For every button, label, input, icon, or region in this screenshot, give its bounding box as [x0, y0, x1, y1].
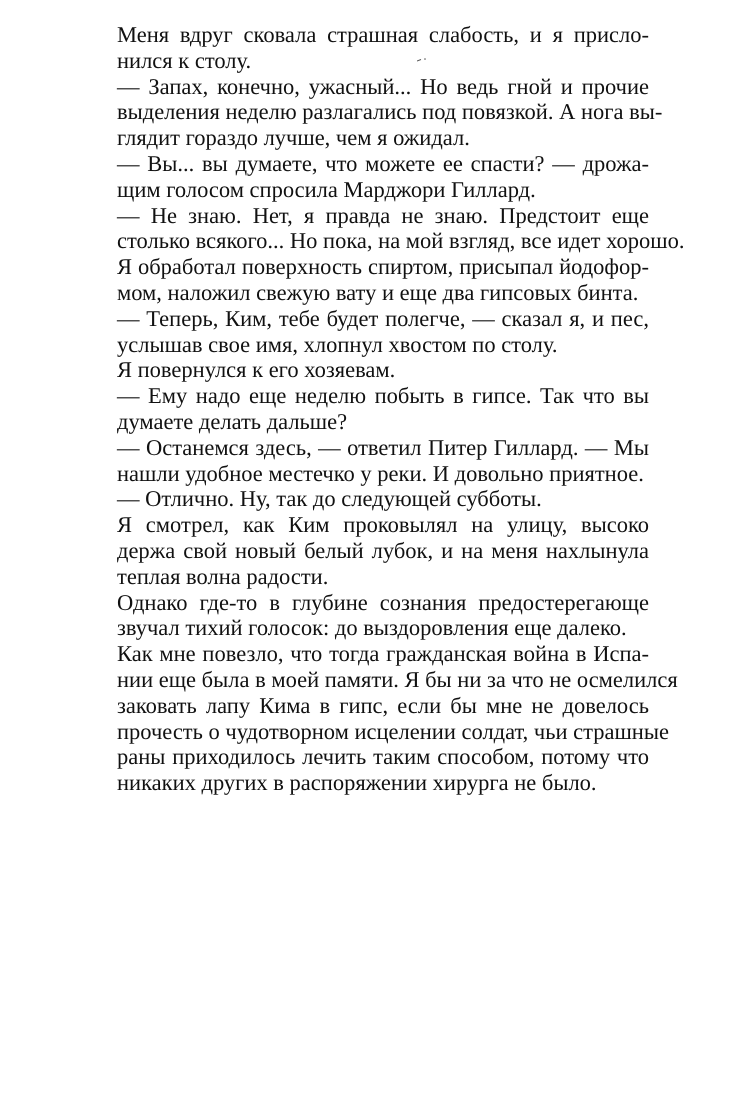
text-line: никаких других в распоряжении хирурга не было.	[117, 770, 597, 796]
text-line: выделения неделю разлагались под повязкой. А нога вы-	[117, 99, 663, 125]
text-line: столько всякого... Но пока, на мой взгляд, все идет хорошо.	[117, 228, 685, 254]
text-line: Я обработал поверхность спиртом, присыпал йодофор-	[117, 254, 649, 280]
paragraph	[89, 22, 649, 74]
scan-speck-mark	[417, 58, 427, 62]
text-line: Я повернулся к его хозяевам.	[117, 357, 396, 383]
text-line: — Останемся здесь, — ответил Питер Гиллард. — Мы	[117, 434, 649, 460]
paragraph	[89, 435, 649, 487]
text-line: нился к столу.	[117, 47, 252, 73]
paragraph	[89, 73, 663, 151]
text-line: Как мне повезло, что тогда гражданская война в Испа-	[117, 641, 649, 667]
text-line: Меня вдруг сковала страшная слабость, и я присло-	[117, 22, 649, 47]
paragraph	[89, 383, 649, 435]
paragraph	[89, 641, 678, 796]
text-line: звучал тихий голосок: до выздоровления еще далеко.	[117, 615, 627, 641]
text-line: раны приходилось лечить таким способом, потому что	[117, 744, 649, 770]
text-line: мом, наложил свежую вату и еще два гипсовых бинта.	[117, 279, 639, 305]
text-line: — Вы... вы думаете, что можете ее спасти? — дрожа-	[117, 150, 649, 176]
text-line: нии еще была в моей памяти. Я бы ни за что не осмелился	[117, 666, 678, 692]
text-line: теплая волна радости.	[117, 563, 329, 589]
paragraph	[89, 512, 649, 589]
text-line: держа свой новый белый лубок, и на меня нахлынула	[117, 537, 649, 563]
text-line: — Отлично. Ну, так до следующей субботы.	[117, 486, 542, 512]
paragraph	[89, 306, 649, 358]
paragraph	[89, 486, 649, 512]
text-line: заковать лапу Кима в гипс, если бы мне не довелось	[117, 692, 649, 718]
text-line: нашли удобное местечко у реки. И довольно приятное.	[117, 460, 644, 486]
text-line: услышав свое имя, хлопнул хвостом по столу.	[117, 331, 558, 357]
text-line: глядит гораздо лучше, чем я ожидал.	[117, 125, 470, 151]
text-line: — Теперь, Ким, тебе будет полегче, — сказал я, и пес,	[117, 305, 649, 331]
text-line: — Не знаю. Нет, я правда не знаю. Предстоит еще	[117, 202, 649, 228]
text-line: — Запах, конечно, ужасный... Но ведь гной и прочие	[117, 73, 649, 99]
document-page	[89, 22, 685, 796]
text-line: Однако где-то в глубине сознания предостерегающе	[117, 589, 649, 615]
paragraph	[89, 151, 649, 203]
text-line: — Ему надо еще неделю побыть в гипсе. Так что вы	[117, 383, 649, 409]
text-line: Я смотрел, как Ким проковылял на улицу, высоко	[117, 512, 649, 538]
text-line: прочесть о чудотворном исцелении солдат, чьи страшные	[117, 718, 669, 744]
paragraph	[89, 202, 685, 255]
text-line: думаете делать дальше?	[117, 408, 348, 434]
paragraph	[89, 254, 649, 306]
text-line: щим голосом спросила Марджори Гиллард.	[117, 176, 536, 202]
paragraph	[89, 357, 649, 383]
paragraph	[89, 590, 649, 642]
